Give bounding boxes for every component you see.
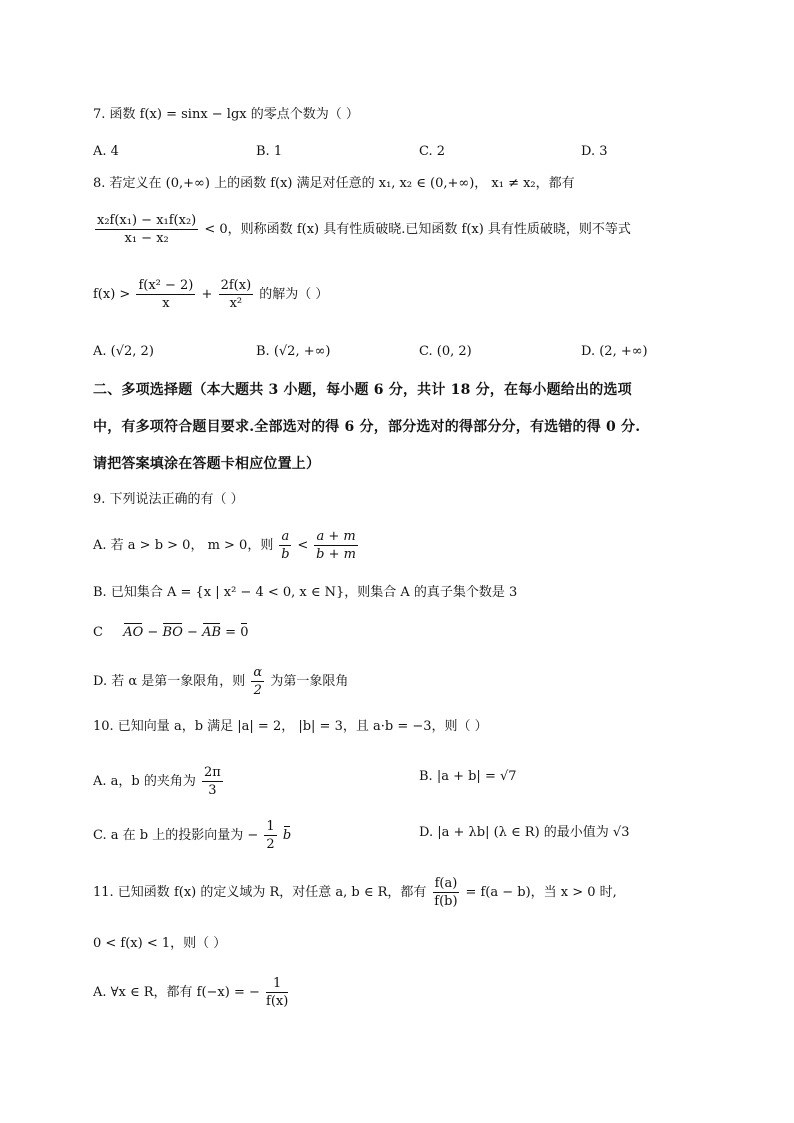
- q7-option-d: D. 3: [581, 144, 608, 159]
- fraction-numerator: a + m: [316, 529, 356, 544]
- zero-vector: 0: [240, 625, 249, 640]
- fraction-numerator: x₂f(x₁) − x₁f(x₂): [97, 213, 197, 228]
- minus-sign: −: [143, 625, 163, 640]
- fraction-numerator: 2f(x): [220, 278, 252, 293]
- q8-line1: 8. 若定义在 (0,+∞) 上的函数 f(x) 满足对任意的 x₁, x₂ ∈ (0,+∞)， x₁ ≠ x₂，都有: [93, 176, 575, 191]
- q8-option-d: D. (2, +∞): [581, 344, 648, 359]
- vector-ab: AB: [202, 625, 222, 640]
- fraction-denominator: b: [281, 547, 290, 562]
- q7-option-a: A. 4: [93, 144, 119, 159]
- fraction-denominator: 2: [266, 837, 275, 852]
- q9-option-a: [93, 530, 360, 561]
- q8-fraction-2: [219, 279, 254, 310]
- fraction-numerator: 1: [266, 977, 288, 993]
- fraction-numerator: 2π: [204, 765, 221, 780]
- q10-option-c-head: C. a 在 b 上的投影向量为 −: [93, 828, 259, 843]
- q10-option-a-head: A. a，b 的夹角为: [93, 774, 196, 789]
- q9-stem: 9. 下列说法正确的有（ ）: [93, 492, 244, 507]
- q7-option-b: B. 1: [256, 144, 283, 159]
- fraction-numerator: 1: [266, 819, 275, 834]
- fraction-numerator: f(a): [434, 876, 458, 891]
- equals-sign: =: [221, 625, 241, 640]
- q11-option-a-head: A. ∀x ∈ R，都有 f(−x) = −: [93, 985, 260, 1000]
- less-than-sign: <: [297, 538, 309, 553]
- fraction-numerator: α: [253, 665, 263, 680]
- q8-option-b: B. (√2, +∞): [256, 344, 331, 359]
- q11-fraction-1-over-fx: [266, 977, 288, 1008]
- q10-option-a: [93, 766, 225, 797]
- q9-option-c-label: C: [93, 625, 103, 640]
- fraction-denominator: 3: [208, 783, 217, 798]
- q9-option-c: [93, 626, 248, 639]
- plus-sign: +: [201, 287, 213, 302]
- q11-line2: 0 < f(x) < 1，则（ ）: [93, 936, 227, 951]
- vector-b: b: [282, 828, 292, 843]
- fraction-numerator: f(x² − 2): [138, 278, 194, 293]
- fraction-denominator: x: [162, 296, 170, 311]
- q8-line3: [93, 279, 328, 310]
- q8-line2: [93, 214, 631, 245]
- fraction-denominator: f(x): [266, 994, 289, 1009]
- q11-fraction-fa-fb: [433, 877, 460, 908]
- q10-option-d: D. |a + λb| (λ ∈ R) 的最小值为 √3: [419, 825, 630, 840]
- q11-stem: [93, 877, 617, 908]
- q9-fraction-a-over-b: [279, 530, 291, 561]
- minus-sign: −: [182, 625, 203, 640]
- q8-line2-tail: < 0，则称函数 f(x) 具有性质破晓.已知函数 f(x) 具有性质破晓，则不等式: [204, 222, 631, 237]
- q8-condition-fraction: [95, 214, 198, 245]
- q7-option-c: C. 2: [419, 144, 446, 159]
- fraction-denominator: f(b): [434, 894, 458, 909]
- q10-fraction-one-half: [264, 820, 276, 851]
- q10-option-b: B. |a + b| = √7: [419, 769, 517, 784]
- q11-stem-tail: = f(a − b)，当 x > 0 时,: [465, 885, 617, 900]
- fraction-denominator: x₁ − x₂: [124, 231, 169, 246]
- fraction-denominator: x²: [229, 296, 243, 311]
- q8-option-c: C. (0, 2): [419, 344, 472, 359]
- q9-fraction-alpha-half: [251, 666, 264, 697]
- q10-fraction-2pi-3: [202, 766, 223, 797]
- q10-option-c: [93, 820, 291, 851]
- section2-heading-line3: 请把答案填涂在答题卡相应位置上）: [93, 456, 321, 472]
- q8-line3-tail: 的解为（ ）: [259, 287, 329, 302]
- q9-option-d-tail: 为第一象限角: [270, 674, 349, 689]
- fraction-denominator: 2: [253, 683, 262, 698]
- q9-option-b: B. 已知集合 A = {x | x² − 4 < 0, x ∈ N}，则集合 A 的真子集个数是 3: [93, 585, 518, 600]
- fraction-denominator: b + m: [316, 547, 356, 562]
- vector-ao: AO: [123, 625, 144, 640]
- vector-bo: BO: [162, 625, 183, 640]
- q8-inequality-lhs: f(x) >: [93, 287, 131, 302]
- q9-option-d: [93, 666, 348, 697]
- fraction-numerator: a: [281, 529, 290, 544]
- q9-option-d-head: D. 若 α 是第一象限角，则: [93, 674, 246, 689]
- section2-heading-line2: 中，有多项符合题目要求.全部选对的得 6 分，部分选对的得部分分，有选错的得 0 分.: [93, 419, 641, 435]
- q9-option-a-head: A. 若 a > b > 0， m > 0，则: [93, 538, 274, 553]
- q11-stem-head: 11. 已知函数 f(x) 的定义域为 R，对任意 a, b ∈ R，都有: [93, 885, 427, 900]
- q10-stem: 10. 已知向量 a，b 满足 |a| = 2， |b| = 3，且 a·b = −3，则（ ）: [93, 719, 488, 734]
- q8-option-a: A. (√2, 2): [93, 344, 154, 359]
- q9-fraction-am-over-bm: [314, 530, 357, 561]
- q7-stem: 7. 函数 f(x) = sinx − lgx 的零点个数为（ ）: [93, 107, 359, 122]
- section2-heading-line1: 二、多项选择题（本大题共 3 小题，每小题 6 分，共计 18 分，在每小题给出的选项: [93, 382, 632, 398]
- q8-fraction-1: [136, 279, 195, 310]
- q11-option-a: [93, 977, 290, 1008]
